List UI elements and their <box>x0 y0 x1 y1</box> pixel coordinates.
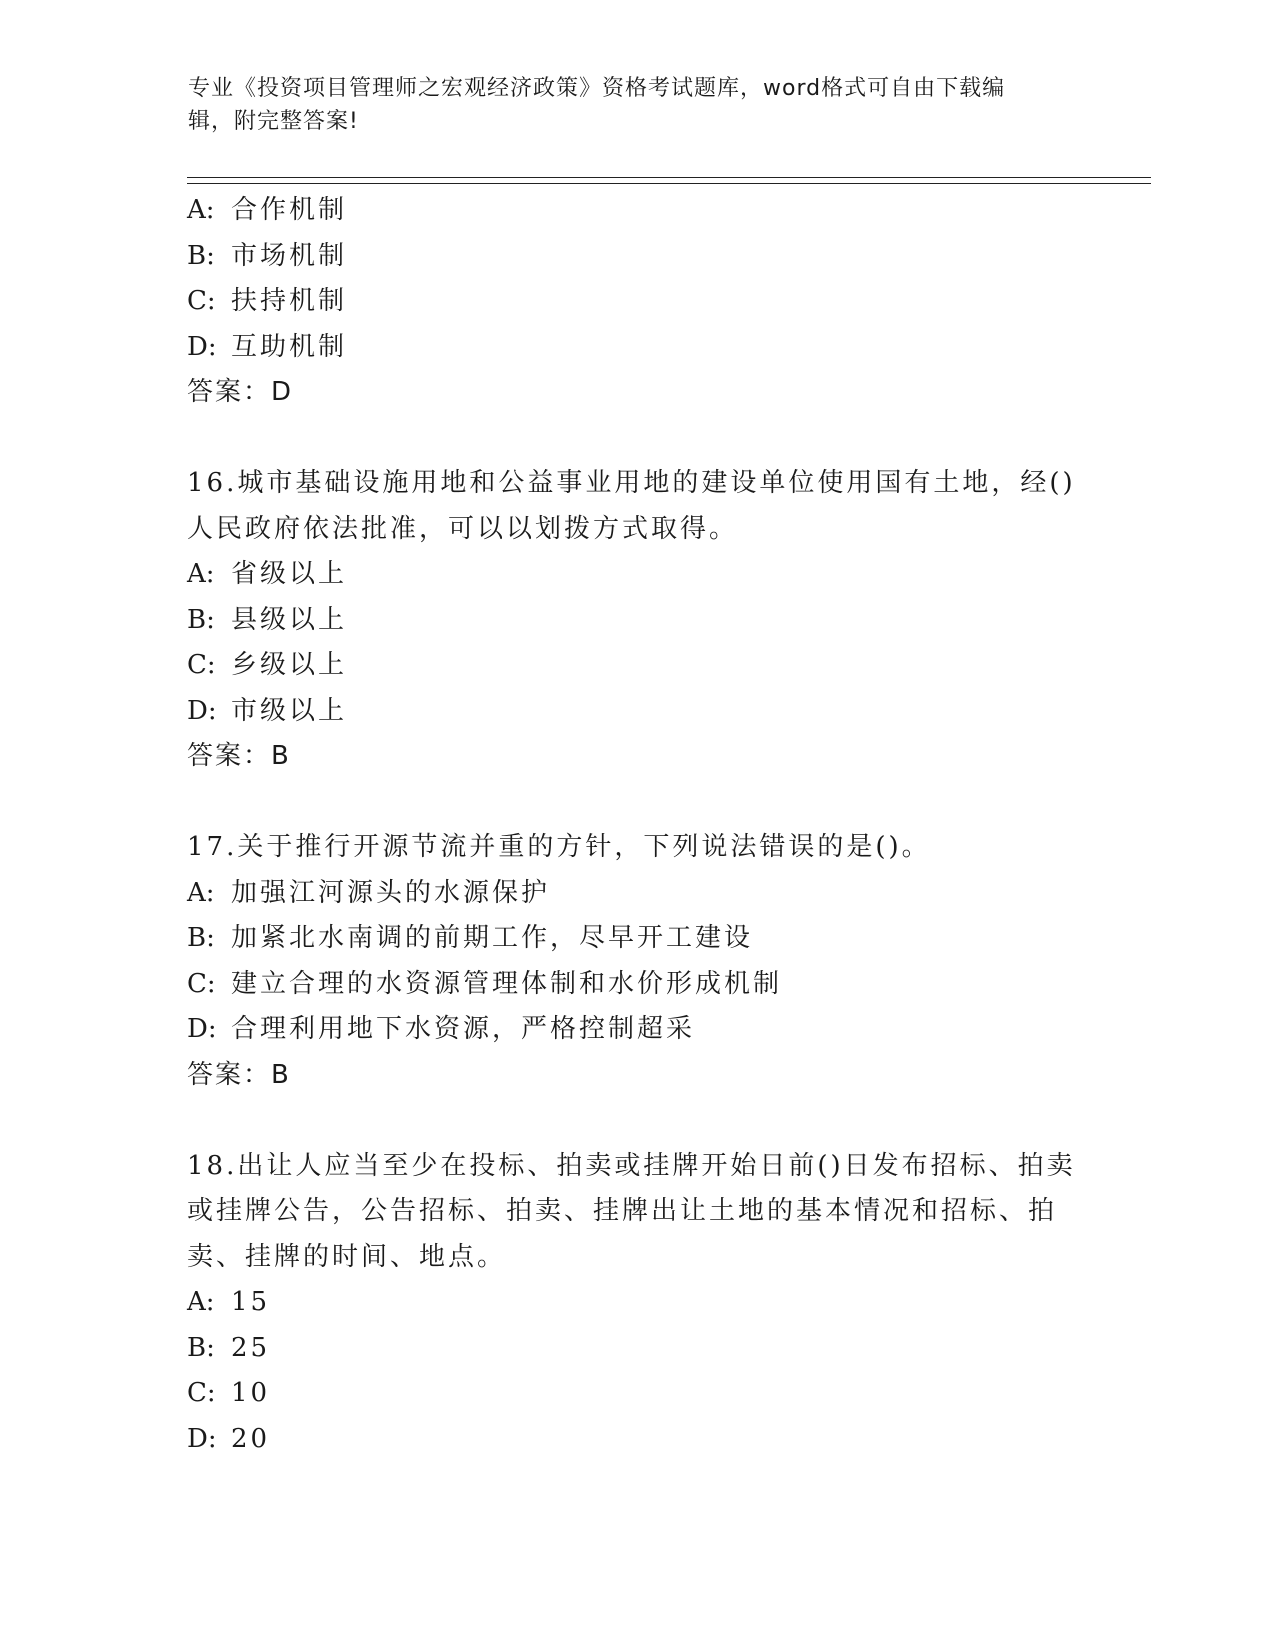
option-letter: D: <box>187 1423 217 1454</box>
option-text: 合作机制 <box>231 195 348 225</box>
option-letter: C: <box>187 1378 216 1408</box>
header-divider-top <box>187 177 1151 178</box>
option-b <box>187 598 1087 644</box>
option-letter: D: <box>187 331 217 362</box>
spacer <box>187 1098 1087 1144</box>
option-text: 加紧北水南调的前期工作，尽早开工建设 <box>231 923 754 953</box>
question-text-line-2: 人民政府依法批准，可以以划拨方式取得。 <box>187 513 739 544</box>
option-b <box>187 234 1087 280</box>
question-text-line-2: 或挂牌公告，公告招标、拍卖、挂牌出让土地的基本情况和招标、拍 <box>187 1196 1058 1226</box>
option-text: 10 <box>231 1378 271 1408</box>
option-text: 市场机制 <box>231 240 348 271</box>
option-text: 加强江河源头的水源保护 <box>231 877 551 908</box>
answer-line: 答案：B <box>187 1059 291 1090</box>
option-a <box>187 188 1087 234</box>
header-line-2: 辑，附完整答案! <box>188 109 359 134</box>
option-letter: C: <box>187 650 216 680</box>
option-text: 扶持机制 <box>231 286 348 316</box>
question-18 <box>187 1144 1087 1463</box>
option-a <box>187 871 1087 917</box>
option-c <box>187 643 1087 689</box>
option-text: 20 <box>231 1423 271 1454</box>
option-b <box>187 916 1087 962</box>
option-letter: B: <box>187 1332 215 1363</box>
option-letter: A: <box>187 1287 215 1317</box>
question-17 <box>187 825 1087 1098</box>
option-a <box>187 552 1087 598</box>
header-divider-bottom <box>187 183 1151 184</box>
header-line-1: 专业《投资项目管理师之宏观经济政策》资格考试题库，word格式可自由下载编 <box>188 76 1006 101</box>
option-text: 建立合理的水资源管理体制和水价形成机制 <box>231 968 783 999</box>
option-d <box>187 1007 1087 1053</box>
question-15 <box>187 188 1087 416</box>
option-text: 乡级以上 <box>231 650 348 680</box>
option-c <box>187 1371 1087 1417</box>
option-b <box>187 1326 1087 1372</box>
question-text-line-3: 卖、挂牌的时间、地点。 <box>187 1241 507 1272</box>
question-text-line-1: 16.城市基础设施用地和公益事业用地的建设单位使用国有土地，经() <box>187 468 1076 498</box>
option-letter: B: <box>187 923 215 953</box>
option-c <box>187 279 1087 325</box>
option-letter: A: <box>187 559 215 589</box>
option-text: 合理利用地下水资源，严格控制超采 <box>231 1014 696 1044</box>
option-text: 互助机制 <box>231 331 348 362</box>
spacer <box>187 416 1087 462</box>
option-text: 省级以上 <box>231 559 348 589</box>
option-d <box>187 1417 1087 1463</box>
spacer <box>187 780 1087 826</box>
question-text-line-1: 18.出让人应当至少在投标、拍卖或挂牌开始日前()日发布招标、拍卖 <box>187 1150 1076 1181</box>
answer-line: 答案：D <box>187 377 294 407</box>
option-letter: A: <box>187 877 215 908</box>
option-letter: C: <box>187 968 216 999</box>
question-16 <box>187 461 1087 780</box>
option-d <box>187 689 1087 735</box>
option-letter: C: <box>187 286 216 316</box>
option-letter: B: <box>187 604 215 635</box>
option-letter: A: <box>187 195 215 225</box>
option-letter: D: <box>187 1014 217 1044</box>
option-text: 县级以上 <box>231 604 348 635</box>
option-d <box>187 325 1087 371</box>
question-content <box>187 188 1087 1462</box>
option-a <box>187 1280 1087 1326</box>
document-header <box>188 72 1068 138</box>
option-letter: B: <box>187 240 215 271</box>
option-text: 市级以上 <box>231 695 348 726</box>
option-c <box>187 962 1087 1008</box>
option-letter: D: <box>187 695 217 726</box>
option-text: 15 <box>231 1287 271 1317</box>
question-text-line-1: 17.关于推行开源节流并重的方针，下列说法错误的是()。 <box>187 832 931 862</box>
option-text: 25 <box>231 1332 271 1363</box>
answer-line: 答案：B <box>187 741 291 771</box>
